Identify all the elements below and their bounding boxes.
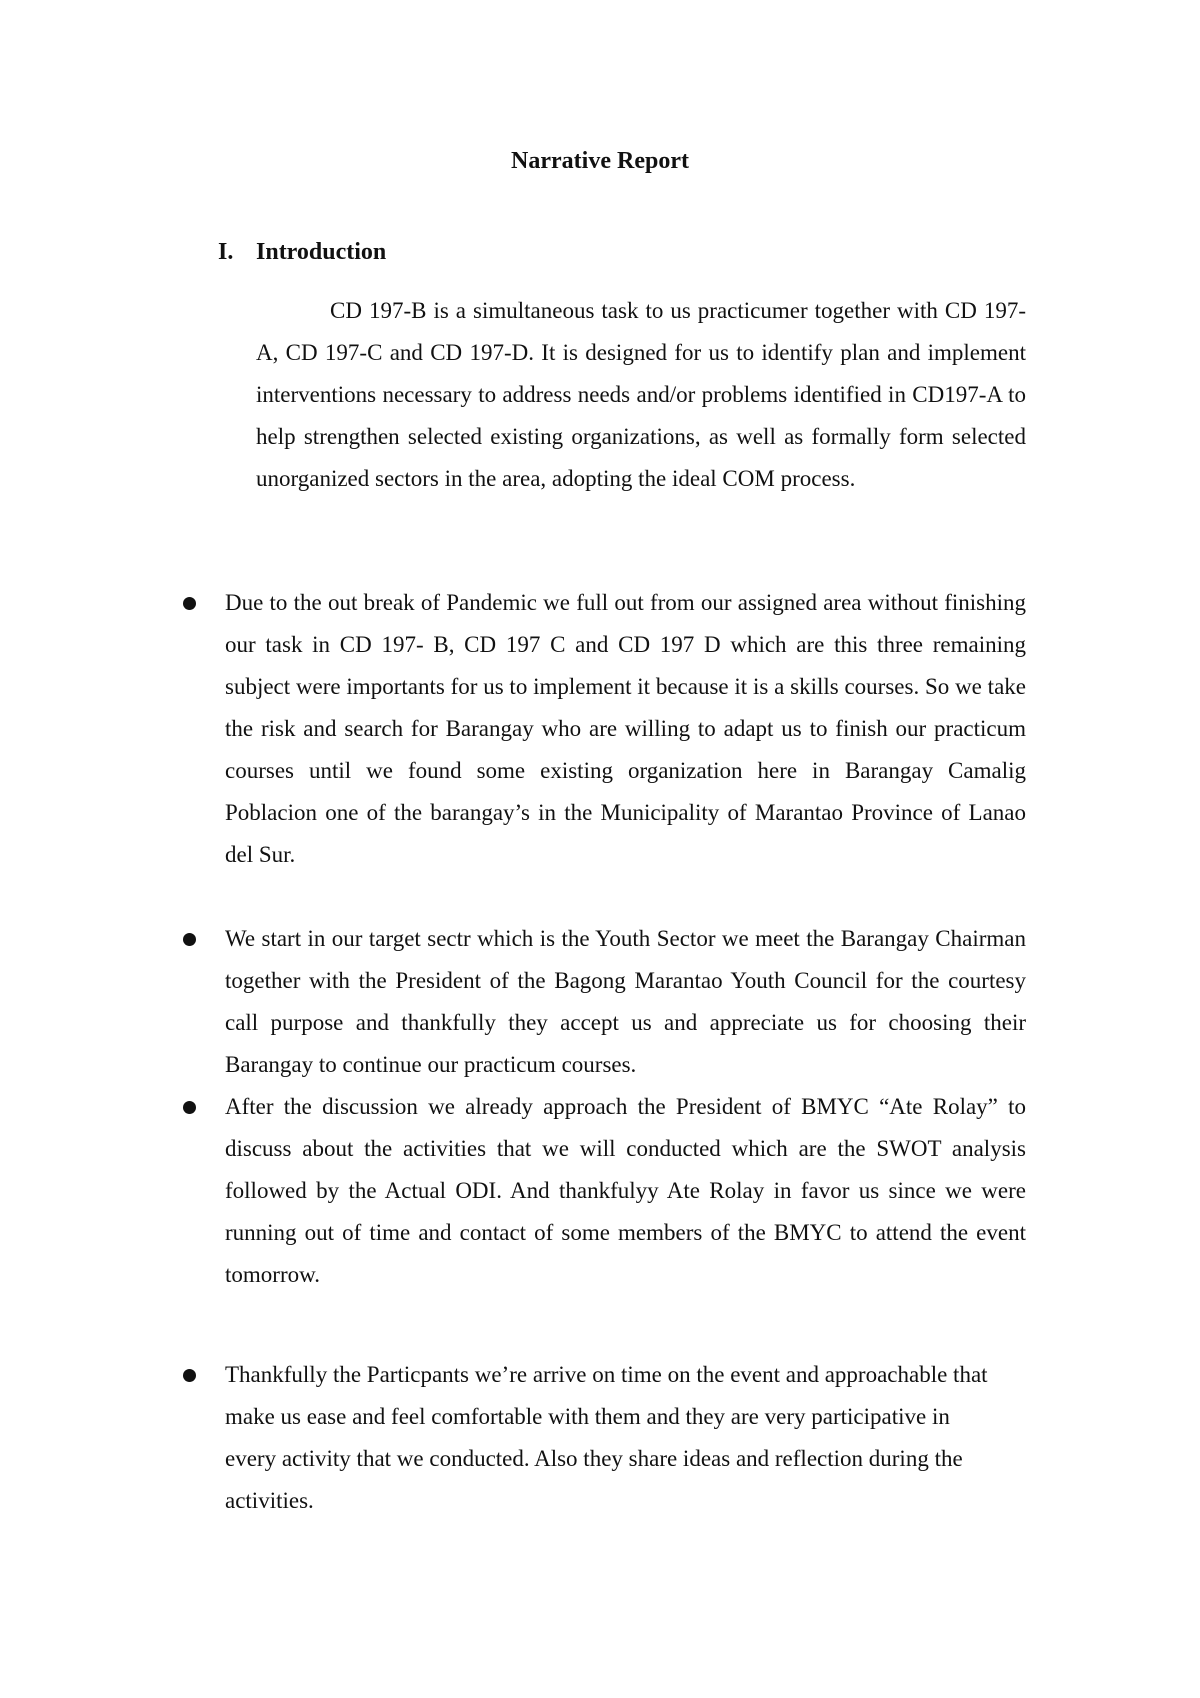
list-item-text: Thankfully the Particpants we’re arrive on time on the event and approachable that make us ease and feel comfortable with them and they are very participative in every activity that we conducted. Also they share ideas and reflection during the activities.	[225, 1362, 988, 1513]
intro-paragraph: CD 197-B is a simultaneous task to us practicumer together with CD 197-A, CD 197-C and CD 197-D. It is designed for us to identify plan and implement interventions necessary to address needs and/or problems identified in CD197-A to help strengthen selected existing organizations, as well as formally form selected unorganized sectors in the area, adopting the ideal COM process.	[256, 298, 1026, 491]
section-number: I.	[218, 239, 234, 265]
bullet-icon	[183, 933, 196, 946]
section-title: Introduction	[256, 239, 387, 265]
bullet-icon	[183, 597, 196, 610]
bullet-icon	[183, 1369, 196, 1382]
list-item-text: After the discussion we already approach the President of BMYC “Ate Rolay” to discuss about the activities that we will conducted which are the SWOT analysis followed by the Actual ODI. And thankfulyy Ate Rolay in favor us since we were running out of time and contact of some members of the BMYC to attend the event tomorrow.	[225, 1094, 1026, 1287]
list-item-text: Due to the out break of Pandemic we full out from our assigned area without finishing our task in CD 197- B, CD 197 C and CD 197 D which are this three remaining subject were importants for us to implement it because it is a skills courses. So we take the risk and search for Barangay who are willing to adapt us to finish our practicum courses until we found some existing organization here in Barangay Camalig Poblacion one of the barangay’s in the Municipality of Marantao Province of Lanao del Sur.	[225, 590, 1026, 867]
document-title: Narrative Report	[511, 148, 689, 174]
bullet-icon	[183, 1101, 196, 1114]
section-heading	[218, 237, 386, 267]
list-item-text: We start in our target sectr which is the Youth Sector we meet the Barangay Chairman together with the President of the Bagong Marantao Youth Council for the courtesy call purpose and thankfully they accept us and appreciate us for choosing their Barangay to continue our practicum courses.	[225, 926, 1026, 1077]
